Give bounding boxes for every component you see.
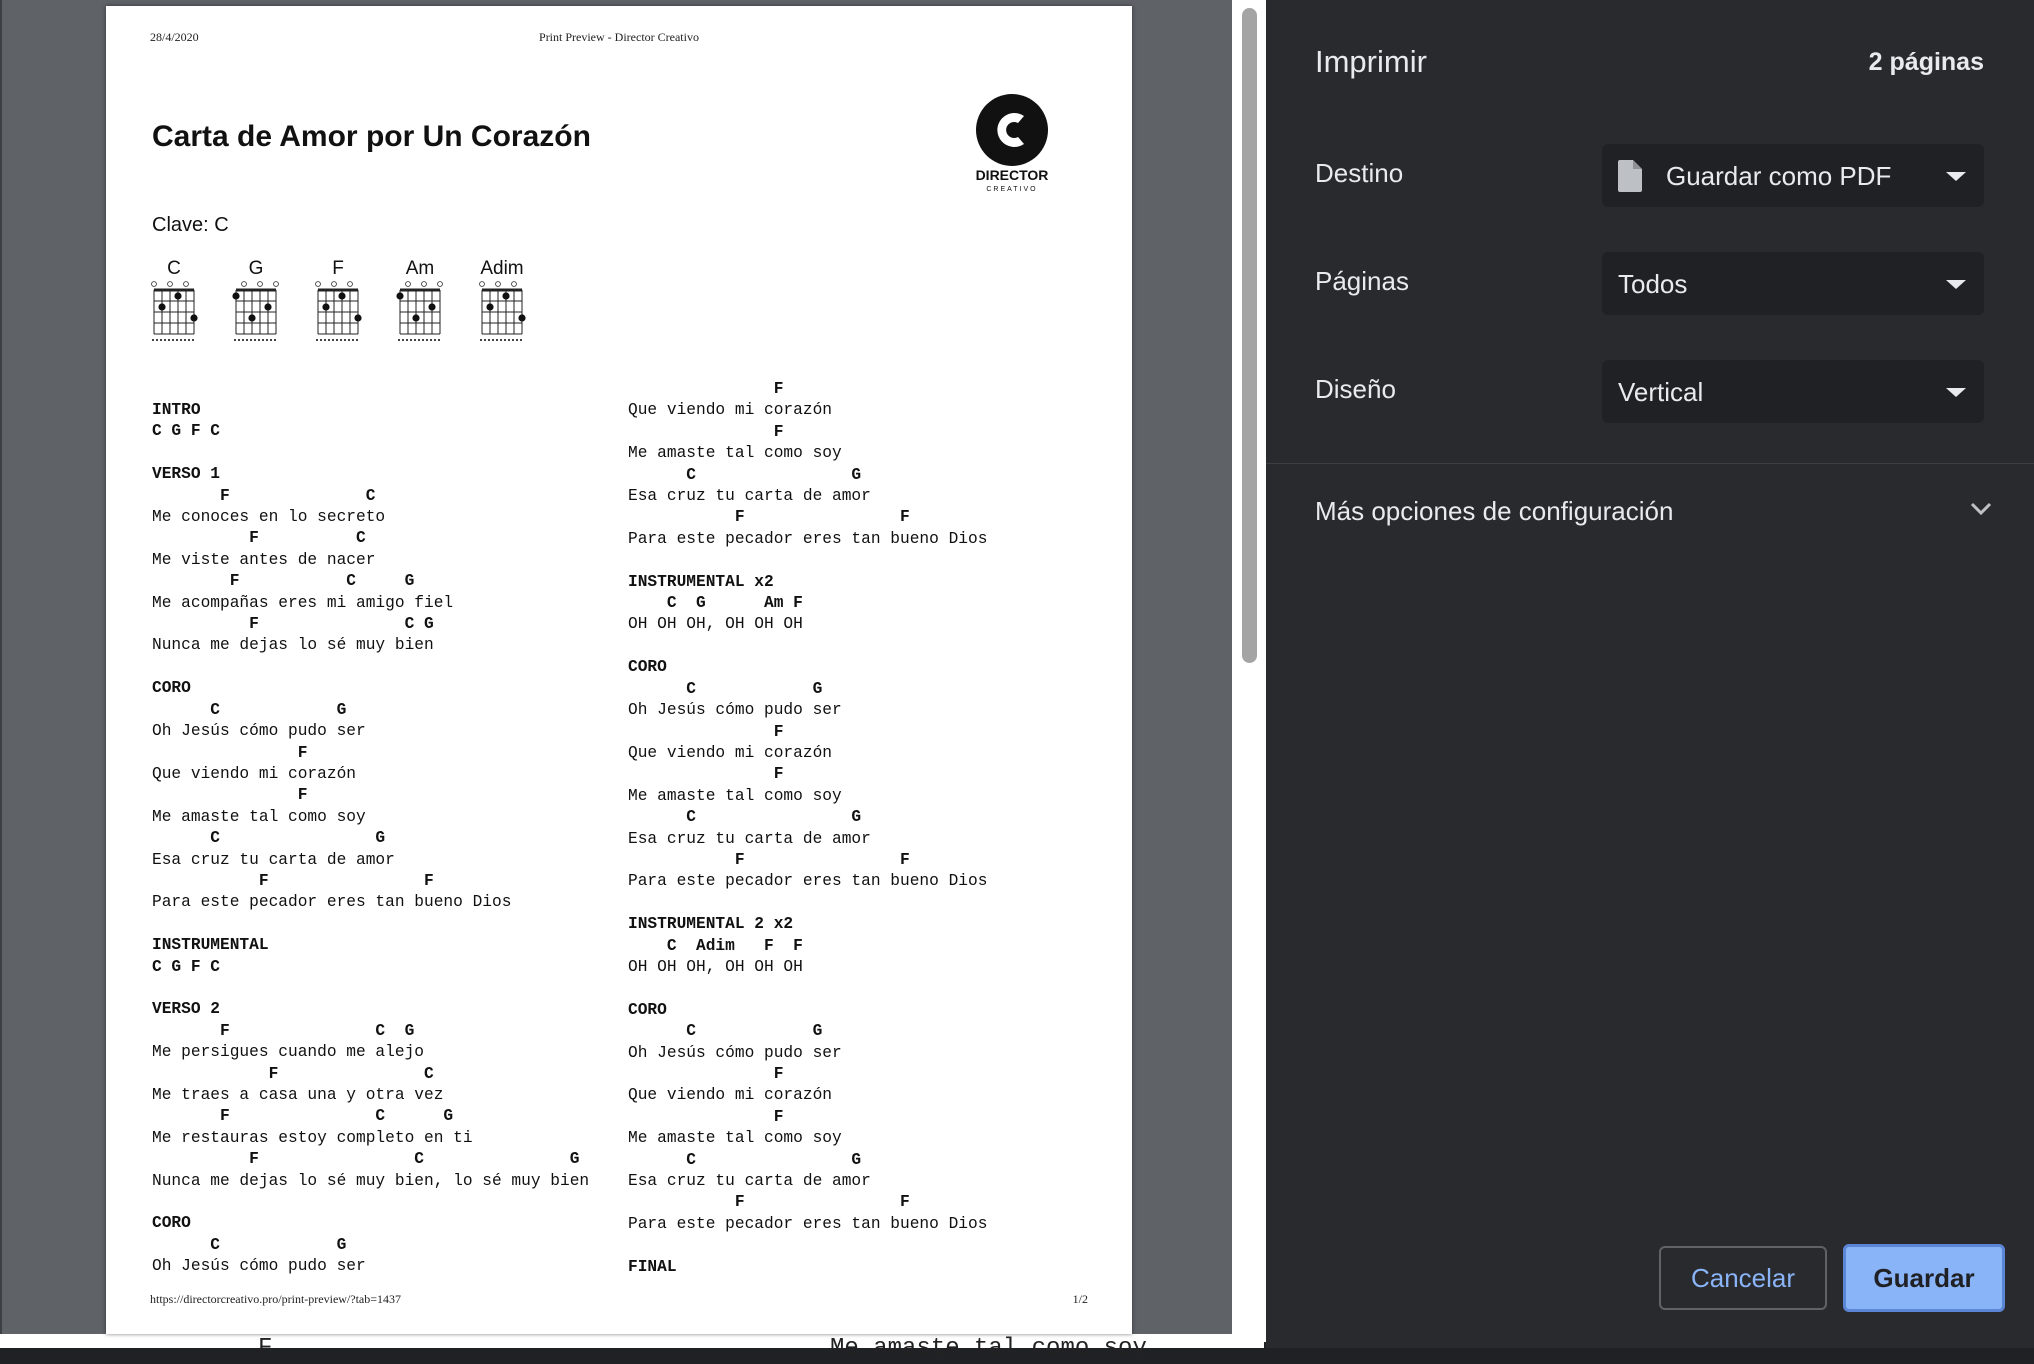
chord-line: F <box>628 422 784 441</box>
background-text-right: Me amaste tal como soy <box>830 1335 1147 1362</box>
lyrics-column-left <box>152 400 589 1278</box>
chord-line: F C G <box>152 1150 580 1169</box>
lyric-line: Esa cruz tu carta de amor <box>628 487 871 506</box>
lyric-line: Que viendo mi corazón <box>628 743 832 762</box>
cancel-button[interactable]: Cancelar <box>1659 1246 1827 1310</box>
section-heading: CORO <box>628 1000 667 1019</box>
chord-line: F F <box>152 871 434 890</box>
blank-line <box>152 978 589 999</box>
blank-line <box>152 443 589 464</box>
chord-line: F F <box>628 1193 910 1212</box>
lyric-line: Me amaste tal como soy <box>628 444 842 463</box>
section-heading: VERSO 2 <box>152 1000 220 1019</box>
lyric-line: Oh Jesús cómo pudo ser <box>152 722 366 741</box>
chord-line: F C <box>152 529 366 548</box>
footer-url: https://directorcreativo.pro/print-preview/?tab=1437 <box>150 1292 402 1306</box>
section-heading: CORO <box>628 658 667 677</box>
lyric-line: OH OH OH, OH OH OH <box>628 957 803 976</box>
chord-name: Am <box>405 258 435 279</box>
section-heading: CORO <box>152 1214 191 1233</box>
lyrics-column-right <box>628 379 987 1278</box>
chord-line: F <box>628 1065 784 1083</box>
section-heading: INSTRUMENTAL 2 x2 <box>628 915 794 934</box>
page-count: 2 páginas <box>1868 48 1984 76</box>
chord-name: G <box>248 258 264 279</box>
lyric-line: Para este pecador eres tan bueno Dios <box>628 872 988 891</box>
lyric-line: Nunca me dejas lo sé muy bien <box>152 636 434 655</box>
pages-select[interactable] <box>1602 252 1984 315</box>
lyric-line: Para este pecador eres tan bueno Dios <box>152 893 512 912</box>
lyric-line: Me amaste tal como soy <box>628 1129 842 1148</box>
chord-line: C G <box>152 829 386 848</box>
director-creativo-logo <box>974 94 1054 196</box>
chord-name: F <box>332 258 344 279</box>
expand-more-icon[interactable] <box>1970 502 1992 516</box>
chord-name: C <box>167 258 181 279</box>
lyric-line: Me amaste tal como soy <box>152 807 366 826</box>
preview-scrollbar-thumb[interactable] <box>1242 8 1257 663</box>
background-text-left: F <box>258 1335 273 1362</box>
layout-select[interactable] <box>1602 360 1984 423</box>
logo-subtext: CREATIVO <box>986 186 1038 193</box>
lyric-line: Oh Jesús cómo pudo ser <box>628 1043 842 1062</box>
print-settings-panel <box>1266 0 2034 1348</box>
blank-line <box>628 550 987 571</box>
lyric-line: Para este pecador eres tan bueno Dios <box>628 1214 988 1233</box>
pages-value: Todos <box>1618 269 1688 299</box>
lyric-line: Que viendo mi corazón <box>628 401 832 420</box>
section-heading: CORO <box>152 679 191 698</box>
song-title: Carta de Amor por Un Corazón <box>152 120 591 153</box>
settings-divider <box>1266 463 2034 464</box>
lyric-line: Me conoces en lo secreto <box>152 508 386 527</box>
chord-line: F C <box>152 1064 434 1083</box>
blank-line <box>152 657 589 678</box>
lyric-line: Oh Jesús cómo pudo ser <box>152 1257 366 1276</box>
lyric-line: Esa cruz tu carta de amor <box>152 850 395 869</box>
chord-line: F <box>628 380 784 398</box>
chord-line: F C G <box>152 1021 415 1040</box>
lyric-line: Nunca me dejas lo sé muy bien, lo sé muy bien <box>152 1171 590 1190</box>
chord-line: C G <box>628 808 862 827</box>
print-header-title: Print Preview - Director Creativo <box>539 30 699 44</box>
chord-line: F F <box>628 508 910 527</box>
chord-line: C G <box>628 679 823 698</box>
chord-grid-icon <box>312 280 364 344</box>
lyric-line: Esa cruz tu carta de amor <box>628 1172 871 1191</box>
section-heading: FINAL <box>628 1257 677 1276</box>
chevron-down-icon <box>1946 172 1966 181</box>
chord-line: C G <box>628 1150 862 1169</box>
section-heading: INSTRUMENTAL <box>152 936 269 955</box>
chord-line: F C G <box>152 615 434 634</box>
chord-line: C G Am F <box>628 594 803 613</box>
lyric-line: Me acompañas eres mi amigo fiel <box>152 593 454 612</box>
chord-line: F <box>628 1107 784 1126</box>
blank-line <box>628 1235 987 1256</box>
save-button[interactable]: Guardar <box>1843 1244 2005 1312</box>
lyric-line: Me persigues cuando me alejo <box>152 1043 424 1062</box>
section-heading: VERSO 1 <box>152 465 220 484</box>
chord-line: C G F C <box>152 422 220 441</box>
chord-line: F <box>628 765 784 784</box>
song-key: Clave: C <box>152 214 229 236</box>
destination-select[interactable] <box>1602 144 1984 207</box>
background-page-strip <box>0 1334 1264 1362</box>
preview-page <box>106 6 1132 1334</box>
preview-scrollbar[interactable] <box>1232 0 1266 1342</box>
layout-label: Diseño <box>1315 374 1396 404</box>
chord-line: C G <box>628 1022 823 1041</box>
lyric-line: Para este pecador eres tan bueno Dios <box>628 529 988 548</box>
section-heading: INSTRUMENTAL x2 <box>628 572 774 591</box>
lyric-line: Esa cruz tu carta de amor <box>628 829 871 848</box>
lyric-line: Oh Jesús cómo pudo ser <box>628 701 842 720</box>
chord-line: F <box>628 722 784 741</box>
chord-line: F C G <box>152 1107 454 1126</box>
chord-line: C G <box>628 465 862 484</box>
layout-value: Vertical <box>1618 377 1704 407</box>
chord-line: C G F C <box>152 957 220 976</box>
lyric-line: Me viste antes de nacer <box>152 550 376 569</box>
lyric-line: OH OH OH, OH OH OH <box>628 615 803 634</box>
page-number: 1/2 <box>1072 1292 1088 1306</box>
chord-line: F <box>152 743 308 762</box>
chord-grid-icon <box>230 280 282 344</box>
chord-line: F <box>152 786 308 805</box>
blank-line <box>628 893 987 914</box>
file-icon <box>1618 160 1642 192</box>
lyric-line: Que viendo mi corazón <box>152 764 356 783</box>
pages-label: Páginas <box>1315 266 1409 296</box>
chord-line: C G <box>152 1235 347 1254</box>
destination-value: Guardar como PDF <box>1666 161 1892 191</box>
blank-line <box>628 636 987 657</box>
logo-text: DIRECTOR <box>975 167 1049 183</box>
chord-line: F C G <box>152 572 415 591</box>
chord-line: C Adim F F <box>628 936 803 955</box>
blank-line <box>152 914 589 935</box>
chevron-down-icon <box>1946 280 1966 289</box>
chord-grid-icon <box>394 280 446 344</box>
blank-line <box>152 1192 589 1213</box>
lyric-line: Me restauras estoy completo en ti <box>152 1128 473 1147</box>
more-settings-toggle[interactable]: Más opciones de configuración <box>1315 496 1674 526</box>
print-title: Imprimir <box>1315 44 1427 79</box>
section-heading: INTRO <box>152 401 201 419</box>
blank-line <box>628 978 987 999</box>
destination-label: Destino <box>1315 158 1404 188</box>
chord-line: F C <box>152 486 376 505</box>
chevron-down-icon <box>1946 388 1966 397</box>
chord-name: Adim <box>480 258 524 279</box>
chord-grid-icon <box>148 280 200 344</box>
lyric-line: Me traes a casa una y otra vez <box>152 1086 444 1104</box>
lyric-line: Me amaste tal como soy <box>628 786 842 805</box>
chord-line: F F <box>628 850 910 869</box>
print-date: 28/4/2020 <box>150 30 199 44</box>
chord-line: C G <box>152 700 347 719</box>
lyric-line: Que viendo mi corazón <box>628 1086 832 1105</box>
chord-grid-icon <box>476 280 528 344</box>
